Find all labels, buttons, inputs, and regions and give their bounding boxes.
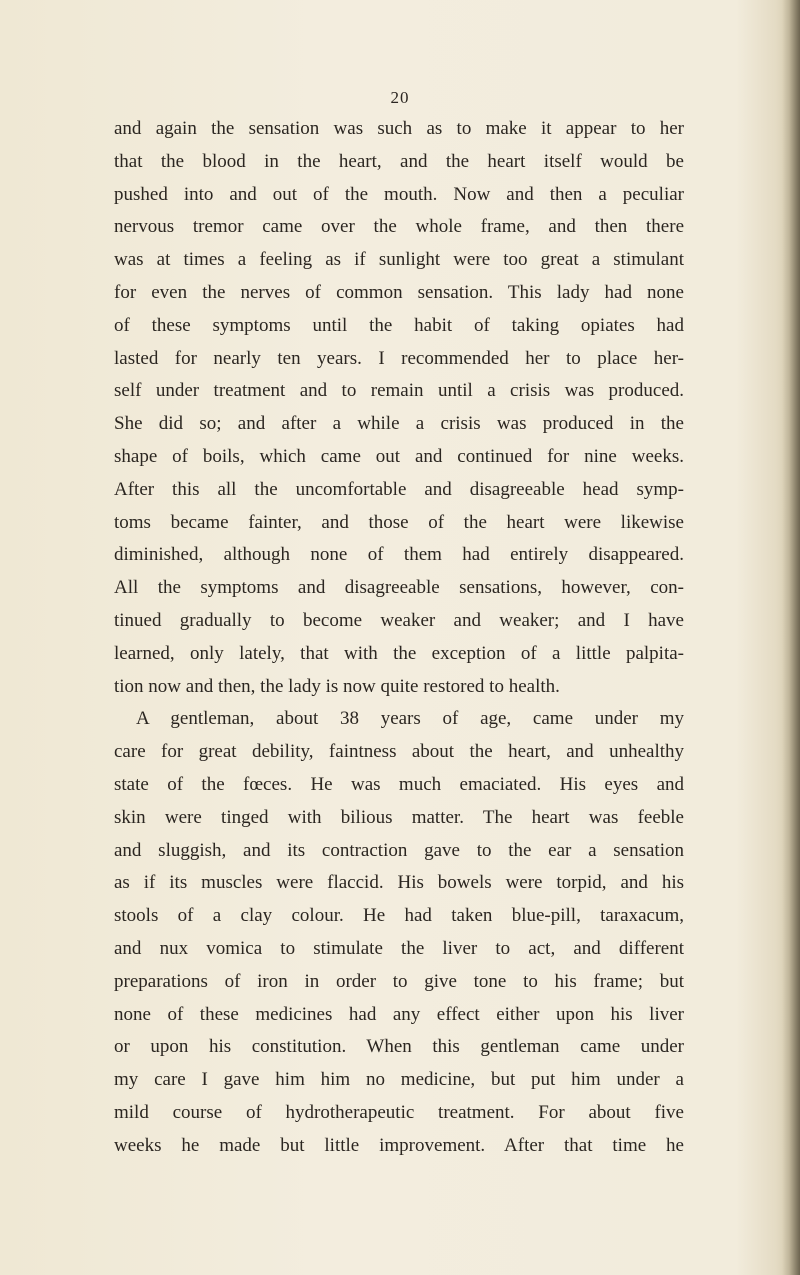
text-line: learned, only lately, that with the exception of a little palpita- [114, 642, 684, 664]
text-line: tinued gradually to become weaker and weaker; and I have [114, 609, 684, 631]
text-line: was at times a feeling as if sunlight were too great a stimulant [114, 249, 684, 271]
text-line: tion now and then, the lady is now quite restored to health. [114, 675, 560, 697]
text-line: and nux vomica to stimulate the liver to act, and different [114, 937, 684, 959]
text-line: for even the nerves of common sensation. This lady had none [114, 281, 684, 303]
page-number: 20 [390, 88, 410, 107]
text-line: self under treatment and to remain until a crisis was produced. [114, 380, 684, 402]
text-line: preparations of iron in order to give tone to his frame; but [114, 970, 684, 992]
text-line: A gentleman, about 38 years of age, came under my [136, 708, 684, 730]
text-line: diminished, although none of them had entirely disappeared. [114, 544, 684, 566]
text-line: lasted for nearly ten years. I recommended her to place her- [114, 347, 684, 369]
text-line: or upon his constitution. When this gentleman came under [114, 1036, 684, 1058]
text-line: my care I gave him him no medicine, but put him under a [114, 1069, 684, 1091]
text-line: shape of boils, which came out and continued for nine weeks. [114, 445, 684, 467]
text-line: state of the fœces. He was much emaciated. His eyes and [114, 773, 684, 795]
text-line: skin were tinged with bilious matter. The heart was feeble [114, 806, 684, 828]
text-line: as if its muscles were flaccid. His bowels were torpid, and his [114, 872, 684, 894]
text-line: that the blood in the heart, and the heart itself would be [114, 150, 684, 172]
text-line: stools of a clay colour. He had taken blue-pill, taraxacum, [114, 905, 684, 927]
text-line: toms became fainter, and those of the heart were likewise [114, 511, 684, 533]
text-line: pushed into and out of the mouth. Now and then a peculiar [114, 183, 684, 205]
text-line: none of these medicines had any effect either upon his liver [114, 1003, 684, 1025]
text-line: She did so; and after a while a crisis was produced in the [114, 413, 684, 435]
page-edge-shadow [782, 0, 800, 1275]
text-line: and sluggish, and its contraction gave to the ear a sensation [114, 839, 684, 861]
text-line: nervous tremor came over the whole frame, and then there [114, 216, 684, 238]
text-line: and again the sensation was such as to make it appear to her [114, 118, 684, 139]
text-line: of these symptoms until the habit of taking opiates had [114, 314, 684, 336]
text-line: weeks he made but little improvement. After that time he [114, 1134, 684, 1156]
text-line: mild course of hydrotherapeutic treatment. For about five [114, 1101, 684, 1123]
text-line: care for great debility, faintness about the heart, and unhealthy [114, 741, 684, 763]
text-line: After this all the uncomfortable and disagreeable head symp- [114, 478, 684, 500]
body-text [114, 113, 684, 1163]
text-line: All the symptoms and disagreeable sensations, however, con- [114, 577, 684, 599]
